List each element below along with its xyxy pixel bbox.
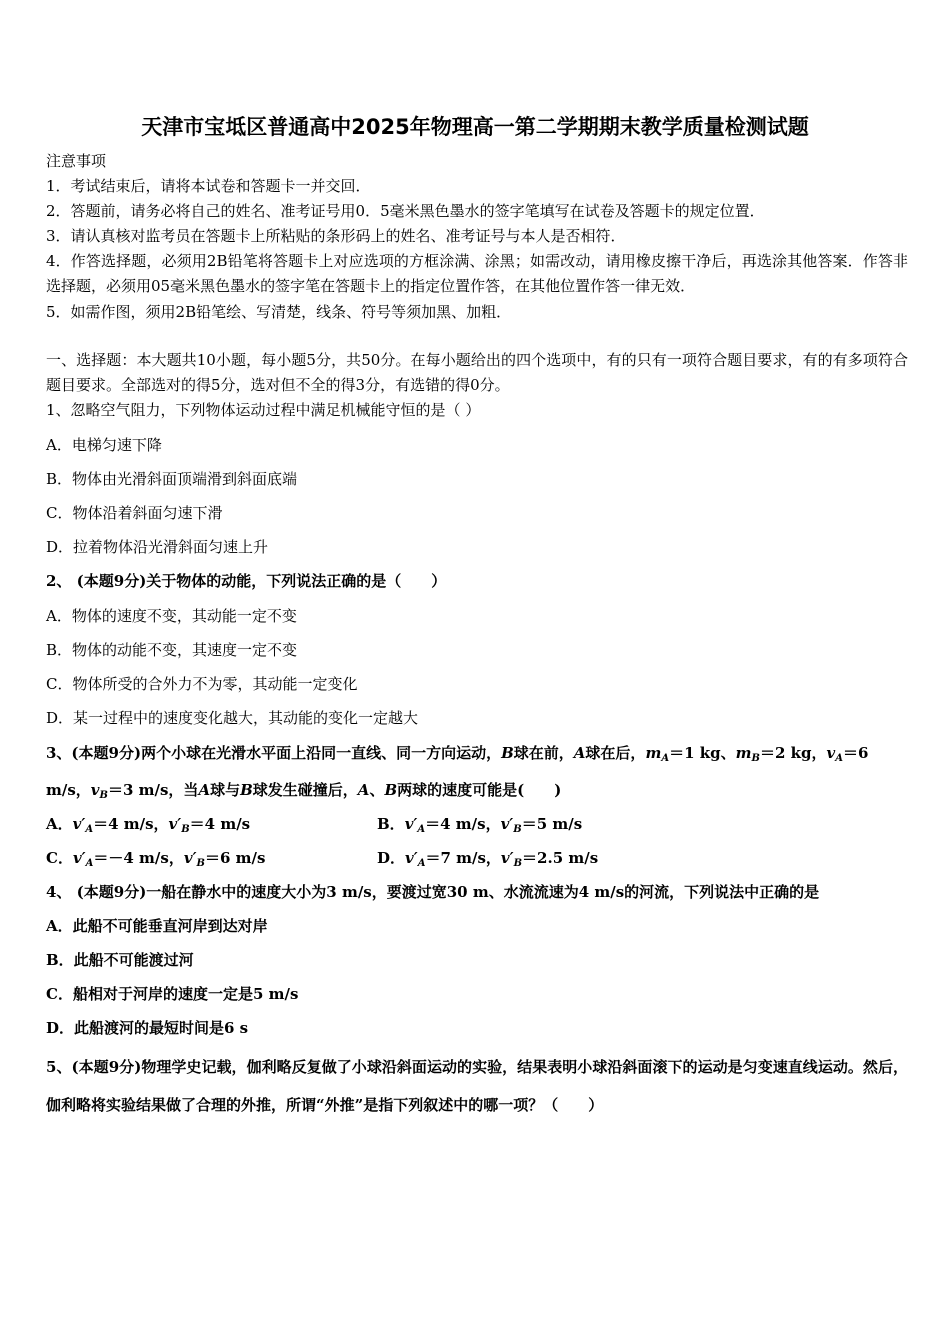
question-stem: 1、忽略空气阻力，下列物体运动过程中满足机械能守恒的是（ ） — [46, 401, 481, 419]
option: B．物体的动能不变，其速度一定不变 — [46, 641, 298, 659]
option: B．$v'_A=4$ m/s，$v'_B=5$ m/s — [377, 815, 583, 835]
option: A．$v'_A=4$ m/s，$v'_B=4$ m/s — [46, 815, 251, 835]
option: D．此船渡河的最短时间是6 s — [46, 1019, 249, 1037]
section-intro: 一、选择题：本大题共10小题，每小题5分，共50分。在每小题给出的四个选项中，有的只有一项符合题目要求，有的有多项符合题目要求。全部选对的得5分，选对但不全的得3分，有选错的得0分。 — [46, 351, 908, 394]
option: C．物体所受的合外力不为零，其动能一定变化 — [46, 675, 358, 693]
question-stem: 2、 (本题9分)关于物体的动能，下列说法正确的是（ ） — [46, 572, 447, 590]
notice-heading: 注意事项 — [46, 152, 107, 170]
option: C．$v'_A=-4$ m/s，$v'_B=6$ m/s — [46, 849, 266, 869]
notice-item: 1．考试结束后，请将本试卷和答题卡一并交回． — [46, 177, 371, 195]
notice-item: 2．答题前，请务必将自己的姓名、准考证号用0．5毫米黑色墨水的签字笔填写在试卷及答题卡的规定位置． — [46, 202, 765, 220]
option: D．$v'_A=7$ m/s，$v'_B=2.5$ m/s — [377, 849, 599, 869]
exam-title: 天津市宝坻区普通高中2025年物理高一第二学期期末教学质量检测试题 — [141, 115, 809, 139]
notice-item: 5．如需作图，须用2B铅笔绘、写清楚，线条、符号等须加黑、加粗． — [46, 303, 512, 321]
option: A．此船不可能垂直河岸到达对岸 — [46, 917, 268, 935]
question-stem-line2: m/s，$v_B=3$ m/s，当A球与B球发生碰撞后，A、B两球的速度可能是( ) — [46, 781, 562, 801]
option: B．物体由光滑斜面顶端滑到斜面底端 — [46, 470, 298, 488]
option: C．物体沿着斜面匀速下滑 — [46, 504, 223, 522]
option: B．此船不可能渡过河 — [46, 951, 194, 969]
option: A．电梯匀速下降 — [46, 436, 162, 454]
notice-item: 4．作答选择题，必须用2B铅笔将答题卡上对应选项的方框涂满、涂黑；如需改动，请用橡皮擦干净后，再选涂其他答案．作答非选择题，必须用05毫米黑色墨水的签字笔在答题卡上的指定位置作答，在其他位置作答一律无效． — [46, 252, 908, 295]
notice-item: 3．请认真核对监考员在答题卡上所粘贴的条形码上的姓名、准考证号与本人是否相符． — [46, 227, 626, 245]
option: C．船相对于河岸的速度一定是5 m/s — [46, 985, 299, 1003]
option: A．物体的速度不变，其动能一定不变 — [46, 607, 297, 625]
option: D．某一过程中的速度变化越大，其动能的变化一定越大 — [46, 709, 419, 727]
question-stem: 5、(本题9分)物理学史记载，伽利略反复做了小球沿斜面运动的实验，结果表明小球沿斜面滚下的运动是匀变速直线运动。然后，伽利略将实验结果做了合理的外推，所谓“外推”是指下列叙述中的哪一项？（ ） — [46, 1058, 908, 1114]
question-stem-line1: 3、(本题9分)两个小球在光滑水平面上沿同一直线、同一方向运动，B球在前，A球在后，$m_A=1$ kg、$m_B=2$ kg，$v_A=6$ — [46, 744, 869, 764]
option: D．拉着物体沿光滑斜面匀速上升 — [46, 538, 269, 556]
question-stem: 4、 (本题9分)一船在静水中的速度大小为3 m/s，要渡过宽30 m、水流流速为4 m/s的河流，下列说法中正确的是 — [46, 883, 820, 901]
